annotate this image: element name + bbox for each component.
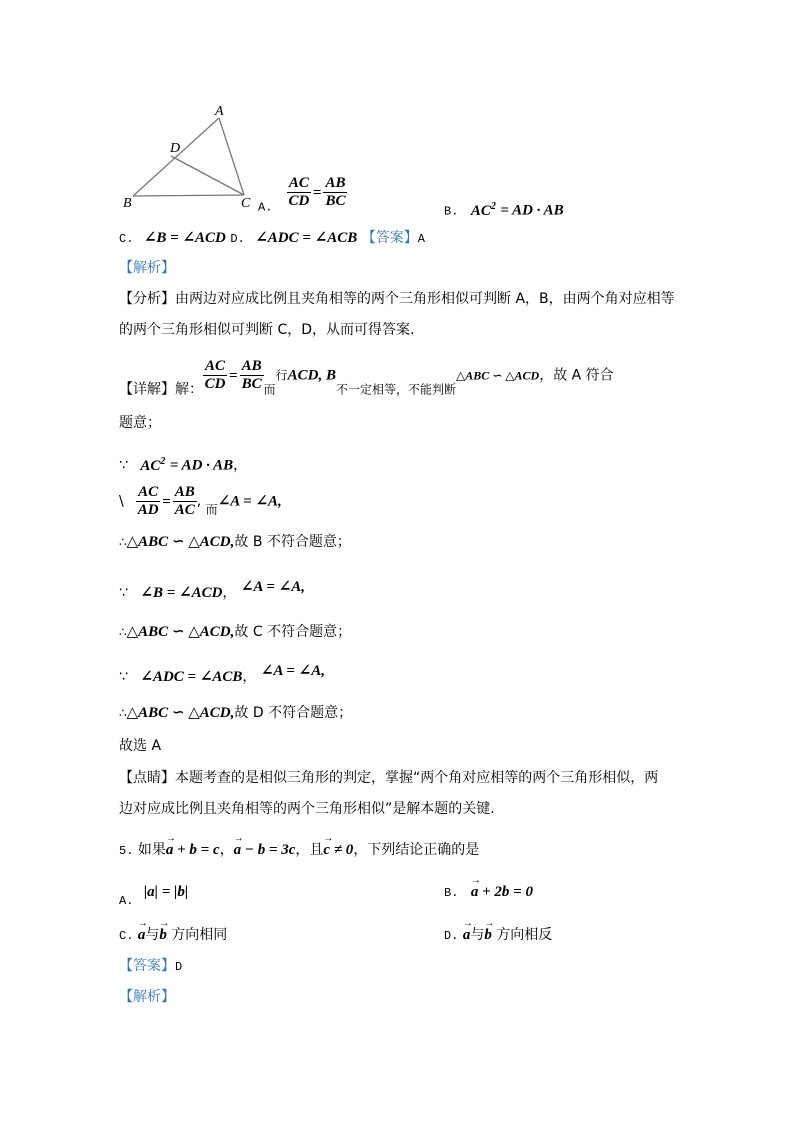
q4-option-b	[444, 197, 564, 222]
analysis-tag: 【解析】	[119, 260, 175, 276]
text: ，故 A 符合	[539, 367, 614, 384]
math: |a| = |b|	[143, 884, 189, 900]
math: ∠A = ∠A,	[217, 493, 282, 510]
denominator: AC	[174, 502, 195, 518]
option-label: C.	[119, 929, 134, 943]
text: ，	[219, 842, 234, 858]
text: ，下列结论正确的是	[353, 842, 480, 858]
math-sup: 2	[490, 201, 496, 212]
denominator: CD	[204, 376, 226, 392]
math: → a	[138, 925, 146, 945]
fraction	[136, 484, 160, 519]
denominator: CD	[288, 193, 310, 209]
q5-option-c	[119, 925, 227, 946]
option-label: C.	[119, 232, 134, 246]
therefore-symbol: ∴	[119, 535, 127, 549]
text: 方向相反	[496, 927, 553, 943]
option-label: D.	[444, 929, 459, 943]
text: 故 D 不符合题意；	[234, 705, 353, 721]
math: △ABC ∽ △ACD,	[126, 534, 235, 550]
point-b-label: B	[123, 196, 132, 211]
point-c-label: C	[241, 196, 251, 211]
text: 不一定相等，不能判断	[335, 382, 456, 397]
because-symbol: ∵	[119, 457, 128, 474]
text: 方向相同	[171, 927, 228, 943]
math: ∠B = ∠ACD	[140, 585, 223, 601]
analysis-text: 的两个三角形相似可判断 C，D，从而可得答案.	[119, 322, 415, 338]
detail-text: 题意；	[119, 415, 161, 431]
fraction	[323, 175, 347, 210]
choose-answer: 故选 A	[119, 738, 162, 754]
text: 如果	[137, 842, 166, 858]
math: ∠A = ∠A,	[260, 663, 325, 679]
math: △ABC ∽ △ACD,	[126, 705, 235, 721]
detail-line: 【详解】解： $\frac{AC}{CD}$ = $\frac{AB}{BC}$ 而行ACD, B不一定相等，不能判断△ABC ∽ △ACD，故 A 符合	[119, 358, 614, 398]
math: △ABC ∽ △ACD	[456, 368, 540, 383]
text: 而	[205, 502, 218, 517]
text: 行	[275, 368, 288, 383]
math: → a + b = c	[166, 840, 220, 860]
numerator: AB	[325, 175, 346, 191]
text: ，	[233, 457, 248, 474]
math: ∠ADC = ∠ACB	[140, 669, 243, 685]
because-symbol: ∵	[119, 585, 128, 601]
q5-option-d	[444, 925, 552, 946]
q5-answer	[119, 956, 182, 977]
math: → a + 2b = 0	[471, 882, 533, 902]
dianjing-text: 【点睛】本题考查的是相似三角形的判定，掌握“两个角对应相等的两个三角形相似，两	[119, 770, 659, 786]
answer-tag: 【答案】	[119, 958, 175, 974]
math: = AD · AB	[169, 457, 234, 474]
detail-prefix: 【详解】解：	[119, 381, 203, 398]
therefore-symbol: ∴	[119, 706, 127, 720]
because-symbol: ∵	[119, 669, 128, 685]
triangle-figure	[118, 100, 263, 215]
case-b-line2: \ $\frac{AC}{AD}$ = $\frac{AB}{AC}$ , 而∠A = ∠A,	[119, 484, 282, 518]
q5-stem	[119, 840, 479, 861]
option-label: B.	[444, 204, 459, 219]
math: AC	[140, 457, 161, 474]
fraction	[287, 175, 311, 210]
denominator: BC	[241, 376, 262, 392]
case-d-line2	[119, 703, 352, 723]
fraction	[240, 358, 264, 393]
option-label: D.	[230, 232, 245, 246]
text: 与	[470, 927, 485, 943]
math: → b	[484, 925, 492, 945]
case-b-line1	[119, 452, 247, 476]
text: 故 C 不符合题意；	[234, 624, 352, 640]
fraction	[173, 484, 197, 519]
question-number: 5.	[119, 844, 134, 858]
analysis-text: 【分析】由两边对应成比例且夹角相等的两个三角形相似可判断 A，B，由两个角对应相等	[119, 291, 675, 307]
case-c-line1: ∵ ∠B = ∠ACD， ∠A = ∠A,	[119, 579, 305, 601]
case-d-line1: ∵ ∠ADC = ∠ACB， ∠A = ∠A,	[119, 663, 325, 685]
q5-option-b	[444, 882, 533, 903]
case-c-line2	[119, 622, 351, 642]
math: ACD, B	[287, 367, 336, 384]
numerator: AB	[241, 358, 262, 374]
math: ∠A = ∠A,	[240, 579, 305, 595]
text: 而	[263, 382, 276, 397]
math: ∠B = ∠ACD	[143, 230, 226, 246]
numerator: AC	[205, 358, 226, 374]
math: → a	[463, 925, 471, 945]
point-a-label: A	[215, 104, 224, 119]
numerator: AB	[174, 484, 195, 500]
answer-value: D	[175, 960, 183, 974]
math: ∠ADC = ∠ACB	[255, 230, 358, 246]
analysis-tag: 【解析】	[119, 989, 175, 1005]
q4-options-cd	[119, 228, 425, 249]
math: AC	[470, 202, 491, 219]
math-sup: 2	[160, 456, 166, 467]
text: \	[119, 493, 124, 510]
therefore-symbol: ∴	[119, 625, 127, 639]
denominator: BC	[325, 193, 346, 209]
math: = AD · AB	[500, 202, 564, 219]
option-label: B.	[444, 886, 459, 900]
point-d-label: D	[170, 141, 181, 156]
numerator: AC	[138, 484, 159, 500]
fraction	[203, 358, 227, 393]
dianjing-text: 边对应成比例且夹角相等的两个三角形相似”是解本题的关键.	[119, 801, 495, 817]
option-label: A.	[119, 894, 134, 908]
q5-option-a	[119, 882, 188, 911]
numerator: AC	[288, 175, 309, 191]
math: △ABC ∽ △ACD,	[126, 624, 235, 640]
text: 与	[145, 927, 160, 943]
answer-tag: 【答案】	[361, 230, 418, 246]
case-b-line3	[119, 532, 351, 552]
answer-value: A	[417, 232, 425, 246]
text: 故 B 不符合题意；	[234, 534, 351, 550]
option-label: A.	[258, 200, 273, 215]
q4-option-a: A. $\frac{AC}{CD}$ = $\frac{AB}{BC}$	[258, 175, 346, 215]
denominator: AD	[137, 502, 159, 518]
math: → b	[159, 925, 167, 945]
math: → a − b = 3c	[234, 840, 296, 860]
math: → c ≠ 0	[323, 840, 353, 860]
text: ，且	[295, 842, 324, 858]
